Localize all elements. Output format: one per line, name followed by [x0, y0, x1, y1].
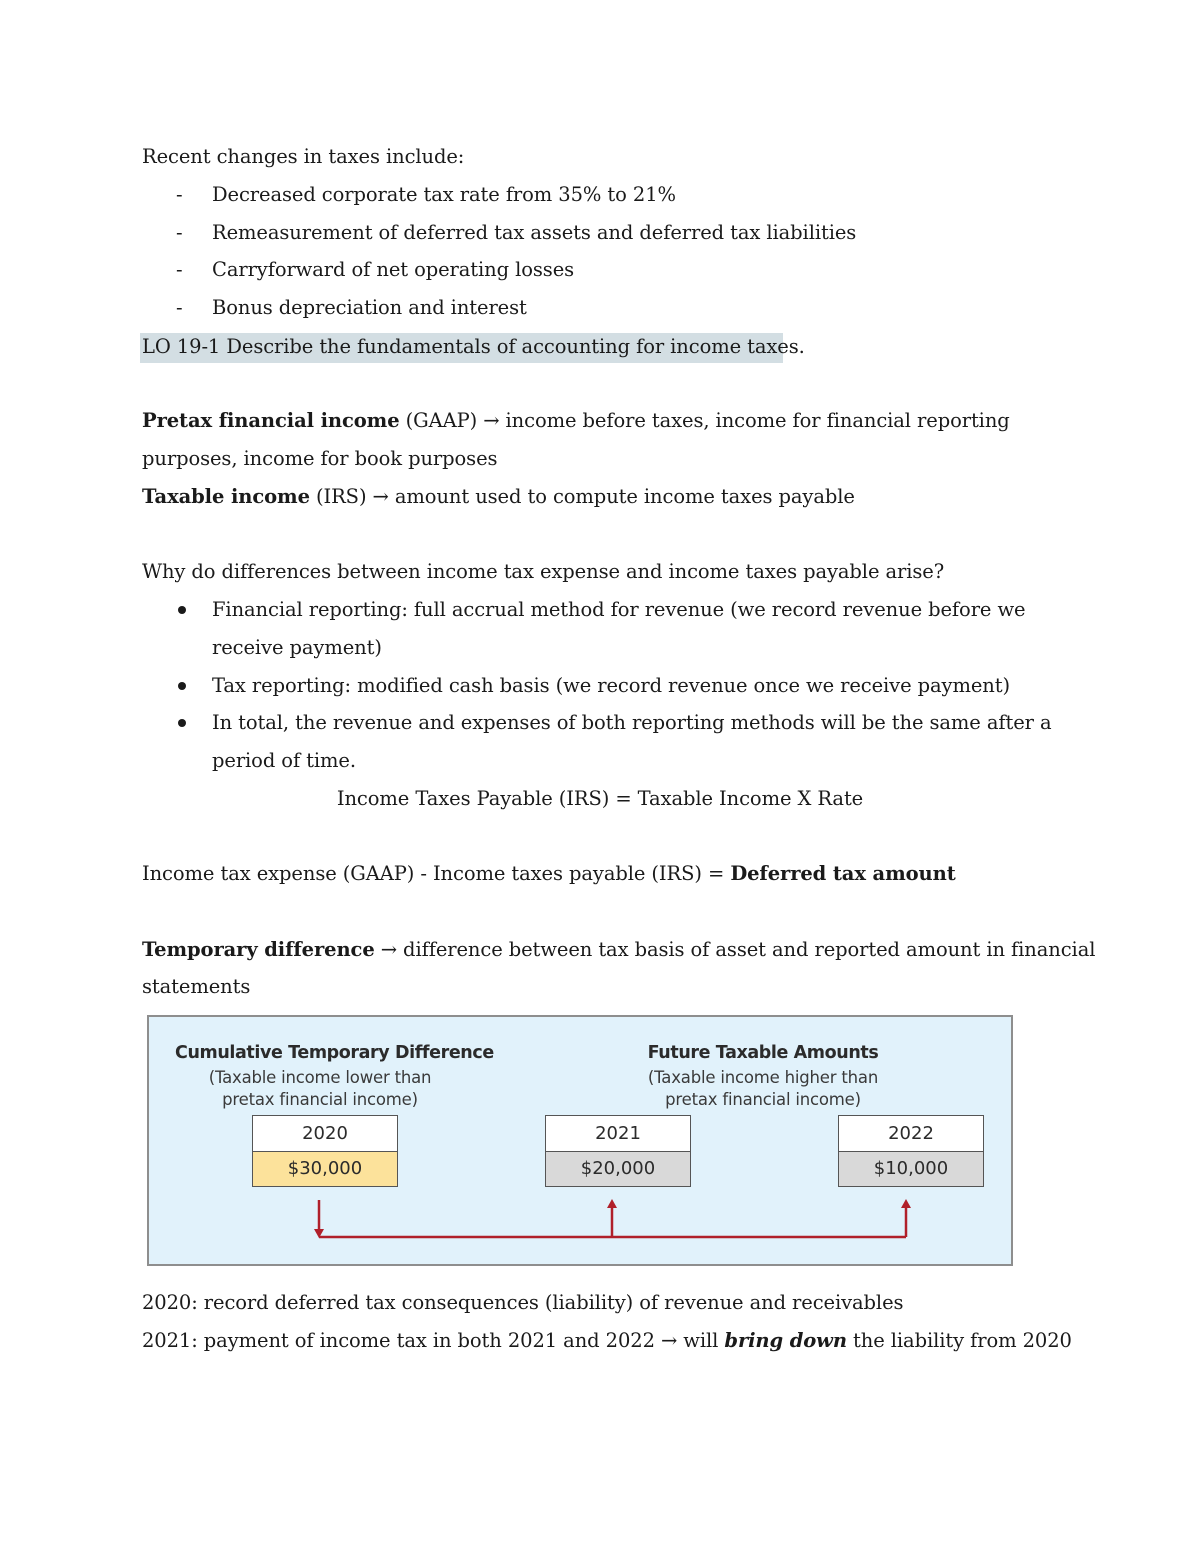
taxable-definition [142, 485, 855, 509]
reason-1-line2: receive payment) [212, 636, 382, 659]
amount-box-2022: $10,000 [838, 1152, 984, 1187]
pretax-term: Pretax financial income [142, 409, 400, 432]
year-box-2020: 2020 [252, 1115, 398, 1152]
arrow-up-icon [901, 1199, 911, 1208]
list-item: Carryforward of net operating losses [212, 258, 575, 281]
note-2021-emphasis: bring down [724, 1329, 847, 1352]
right-subtitle-2: pretax financial income) [665, 1090, 861, 1109]
left-subtitle-1: (Taxable income lower than [208, 1068, 432, 1087]
bullet-icon [178, 719, 186, 727]
temporary-difference-diagram [147, 1015, 1013, 1266]
learning-objective: LO 19-1 Describe the fundamentals of accounting for income taxes. [142, 335, 805, 358]
reason-3-line2: period of time. [212, 749, 356, 772]
amount-box-2020: $30,000 [252, 1152, 398, 1187]
pretax-definition-line2: purposes, income for book purposes [142, 447, 498, 470]
reason-2: Tax reporting: modified cash basis (we record revenue once we receive payment) [212, 674, 1010, 697]
formula: Income Taxes Payable (IRS) = Taxable Income X Rate [336, 787, 864, 810]
deferred-prefix: Income tax expense (GAAP) - Income taxes payable (IRS) = [142, 862, 731, 885]
bullet-icon [178, 606, 186, 614]
flow-arrows [149, 1017, 1011, 1264]
temporary-term: Temporary difference [142, 938, 375, 961]
deferred-equation [142, 862, 956, 886]
right-title: Future Taxable Amounts [647, 1043, 879, 1063]
reason-1-line1: Financial reporting: full accrual method for revenue (we record revenue before we [212, 598, 1026, 621]
taxable-rest: (IRS) → amount used to compute income taxes payable [309, 485, 855, 508]
note-2021-suffix: the liability from 2020 [846, 1329, 1072, 1352]
taxable-term: Taxable income [142, 485, 310, 508]
list-item: Remeasurement of deferred tax assets and deferred tax liabilities [212, 221, 857, 244]
left-title: Cumulative Temporary Difference [175, 1043, 494, 1063]
arrow-up-icon [607, 1199, 617, 1208]
right-subtitle-1: (Taxable income higher than [647, 1068, 879, 1087]
year-box-2022: 2022 [838, 1115, 984, 1152]
left-subtitle-2: pretax financial income) [222, 1090, 418, 1109]
question-text: Why do differences between income tax expense and income taxes payable arise? [142, 560, 945, 583]
dash-marker: - [176, 296, 183, 319]
list-item: Decreased corporate tax rate from 35% to 21% [212, 183, 676, 206]
intro-text: Recent changes in taxes include: [142, 145, 465, 168]
pretax-definition-line1 [142, 409, 1010, 433]
year-box-2021: 2021 [545, 1115, 691, 1152]
dash-marker: - [176, 183, 183, 206]
temporary-definition-line1 [142, 938, 1095, 962]
note-2021-prefix: 2021: payment of income tax in both 2021 and 2022 → will [142, 1329, 725, 1352]
pretax-rest: (GAAP) → income before taxes, income for financial reporting [399, 409, 1010, 432]
deferred-term: Deferred tax amount [730, 862, 956, 885]
bullet-icon [178, 682, 186, 690]
note-2021 [142, 1329, 1072, 1353]
reason-3-line1: In total, the revenue and expenses of both reporting methods will be the same after a [212, 711, 1052, 734]
temporary-rest: → difference between tax basis of asset and reported amount in financial [374, 938, 1096, 961]
dash-marker: - [176, 221, 183, 244]
amount-box-2021: $20,000 [545, 1152, 691, 1187]
dash-marker: - [176, 258, 183, 281]
list-item: Bonus depreciation and interest [212, 296, 527, 319]
temporary-definition-line2: statements [142, 975, 251, 998]
note-2020: 2020: record deferred tax consequences (liability) of revenue and receivables [142, 1291, 904, 1314]
